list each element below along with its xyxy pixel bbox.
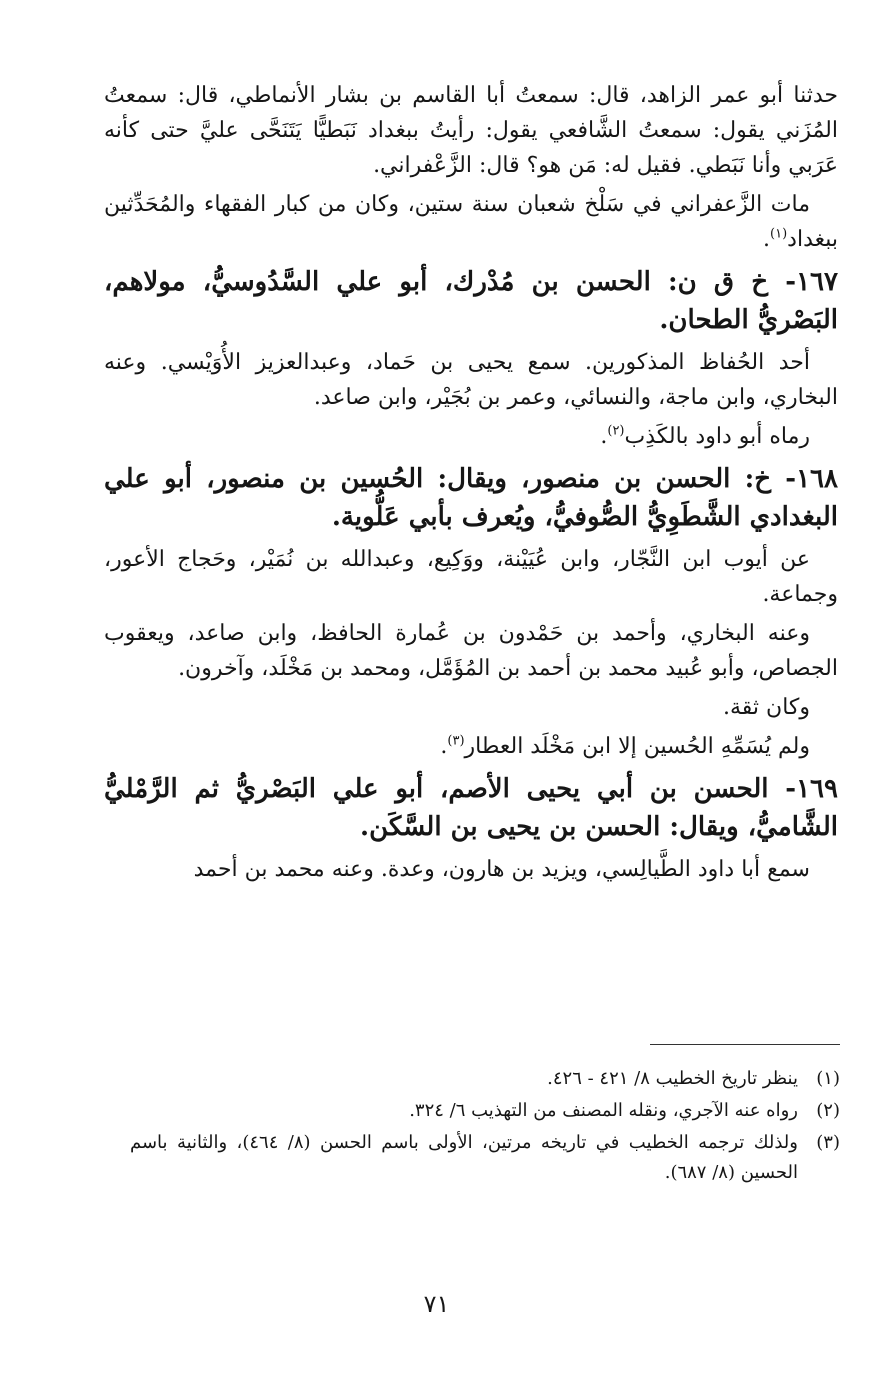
page-body <box>104 78 838 891</box>
paragraph-2-text: مات الزَّعفراني في سَلْخ شعبان سنة ستين، وكان من كبار الفقهاء والمُحَدِّثين ببغداد <box>104 192 838 252</box>
footnote-ref-3[interactable]: (٣) <box>447 733 465 749</box>
paragraph-5: عن أيوب ابن النَّجّار، وابن عُيَيْنة، ووَكِيع، وعبدالله بن نُمَيْر، وحَجاج الأعور، وجماعة. <box>104 547 838 607</box>
footnote-3-number: (٣) <box>816 1132 840 1153</box>
footnote-1-number: (١) <box>816 1068 840 1089</box>
entry-168-title: ١٦٨- خ: الحسن بن منصور، ويقال: الحُسين بن منصور، أبو علي البغدادي الشَّطَوِيُّ الصُّوفيُّ، ويُعرف بأبي عَلُّوية. <box>104 464 838 532</box>
paragraph-4 <box>104 419 838 454</box>
footnote-3-text: ولذلك ترجمه الخطيب في تاريخه مرتين، الأولى باسم الحسن (٨/ ٤٦٤)، والثانية باسم الحسين (٨/ ٦٨٧). <box>130 1132 798 1183</box>
page-number: ٧١ <box>423 1290 450 1318</box>
footnote-2-text: رواه عنه الآجري، ونقله المصنف من التهذيب ٦/ ٣٢٤. <box>409 1100 798 1121</box>
footnotes <box>130 1064 840 1190</box>
footnote-2-number: (٢) <box>816 1100 840 1121</box>
paragraph-2 <box>104 187 838 257</box>
paragraph-1: حدثنا أبو عمر الزاهد، قال: سمعتُ أبا القاسم بن بشار الأنماطي، قال: سمعتُ المُزَني يقول: سمعتُ الشَّافعي يقول: رأيتُ ببغداد نَبَطيًّا يَتَنَحَّى عليَّ حتى كأنه عَرَبي وأنا نَبَطي. فقيل له: مَن هو؟ قال: الزَّعْفراني. <box>104 83 838 178</box>
footnote-3 <box>130 1128 840 1188</box>
paragraph-2-end: . <box>763 227 771 252</box>
footnote-1 <box>130 1064 840 1094</box>
footnote-ref-2[interactable]: (٢) <box>607 423 625 439</box>
paragraph-9: سمع أبا داود الطَّيالِسي، ويزيد بن هارون، وعدة. وعنه محمد بن أحمد <box>193 857 810 882</box>
footnote-2 <box>130 1096 840 1126</box>
footnote-1-text: ينظر تاريخ الخطيب ٨/ ٤٢١ - ٤٢٦. <box>547 1068 798 1089</box>
paragraph-8-text: ولم يُسَمِّهِ الحُسين إلا ابن مَخْلَد العطار <box>464 734 810 759</box>
paragraph-7: وكان ثقة. <box>723 695 810 720</box>
paragraph-8 <box>104 729 838 764</box>
footnote-separator <box>650 1044 840 1045</box>
paragraph-8-end: . <box>440 734 448 759</box>
paragraph-4-end: . <box>600 424 608 449</box>
paragraph-6: وعنه البخاري، وأحمد بن حَمْدون بن عُمارة الحافظ، وابن صاعد، ويعقوب الجصاص، وأبو عُبيد محمد بن أحمد بن المُؤَمَّل، ومحمد بن مَخْلَد، وآخرون. <box>104 621 838 681</box>
entry-169-title: ١٦٩- الحسن بن أبي يحيى الأصم، أبو علي البَصْريُّ ثم الرَّمْليُّ الشَّاميُّ، ويقال: الحسن بن يحيى بن السَّكَن. <box>104 774 838 842</box>
paragraph-4-text: رماه أبو داود بالكَذِب <box>624 424 810 449</box>
paragraph-3: أحد الحُفاظ المذكورين. سمع يحيى بن حَماد، وعبدالعزيز الأُوَيْسي. وعنه البخاري، وابن ماجة، والنسائي، وعمر بن بُجَيْر، وابن صاعد. <box>104 350 838 410</box>
footnote-ref-1[interactable]: (١) <box>770 226 788 242</box>
entry-167-title: ١٦٧- خ ق ن: الحسن بن مُدْرك، أبو علي السَّدُوسيُّ، مولاهم، البَصْريُّ الطحان. <box>104 267 838 335</box>
